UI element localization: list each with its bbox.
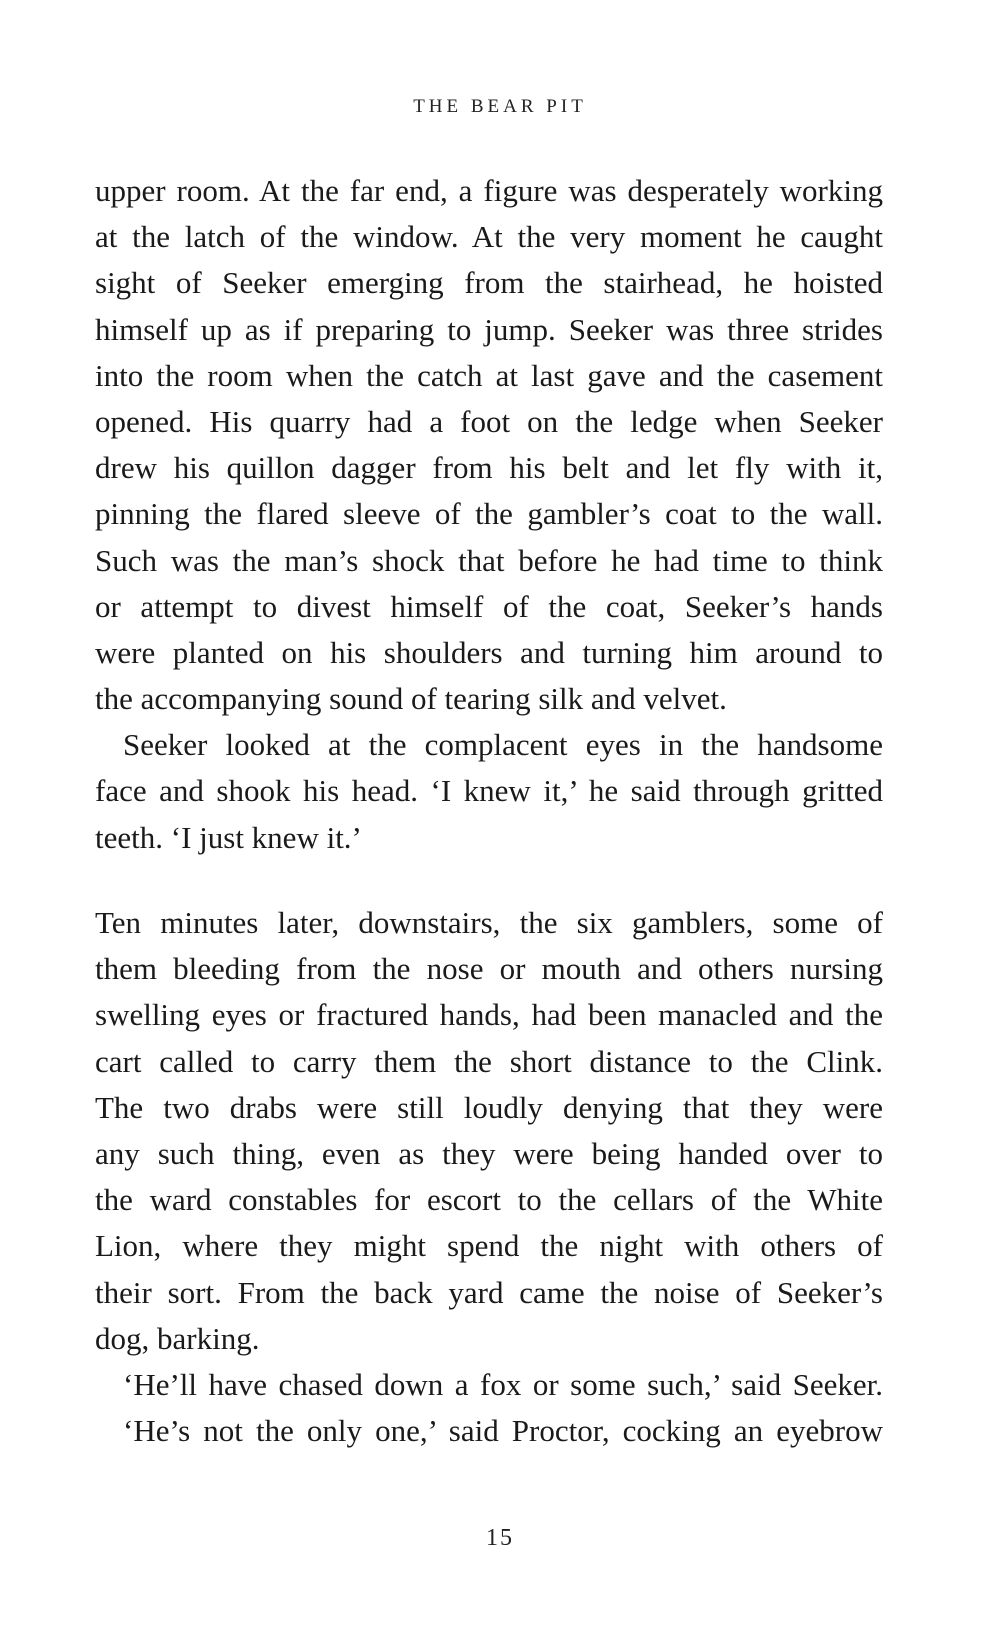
paragraph-1-line-1: upper room. At the far end, a figure was desperately working <box>95 173 883 208</box>
paragraph-1-line-5: into the room when the catch at last gave and the casement <box>95 357 883 393</box>
paragraph-3-line-3: swelling eyes or fractured hands, had been manacled and the <box>95 997 883 1033</box>
page-number: 15 <box>486 1525 514 1551</box>
paragraph-3-line-8: Lion, where they might spend the night with others of <box>95 1228 883 1264</box>
paragraph-3-line-10: dog, barking. <box>95 1320 260 1356</box>
running-head: THE BEAR PIT <box>413 96 587 117</box>
paragraph-3-line-4: cart called to carry them the short distance to the Clink. <box>95 1043 883 1079</box>
paragraph-5-line-1: ‘He’s not the only one,’ said Proctor, cocking an eyebrow <box>123 1413 883 1449</box>
paragraph-1-line-6: opened. His quarry had a foot on the ledge when Seeker <box>95 403 883 439</box>
paragraph-3-line-5: The two drabs were still loudly denying that they were <box>95 1089 883 1125</box>
paragraph-1-line-12: the accompanying sound of tearing silk and velvet. <box>95 681 727 717</box>
paragraph-1-line-9: Such was the man’s shock that before he had time to think <box>95 542 883 578</box>
paragraph-1-line-2: at the latch of the window. At the very moment he caught <box>95 219 883 255</box>
paragraph-2-line-3: teeth. ‘I just knew it.’ <box>95 819 362 855</box>
paragraph-3-line-1: Ten minutes later, downstairs, the six gamblers, some of <box>95 905 883 940</box>
text-block-lower <box>95 900 883 1454</box>
paragraph-2-line-2: face and shook his head. ‘I knew it,’ he said through gritted <box>95 773 883 809</box>
paragraph-1-line-11: were planted on his shoulders and turning him around to <box>95 634 883 670</box>
paragraph-1-line-7: drew his quillon dagger from his belt and let fly with it, <box>95 450 883 486</box>
paragraph-3-line-9: their sort. From the back yard came the noise of Seeker’s <box>95 1274 883 1310</box>
paragraph-1-line-3: sight of Seeker emerging from the stairhead, he hoisted <box>95 265 883 301</box>
paragraph-2-line-1: Seeker looked at the complacent eyes in the handsome <box>123 727 883 763</box>
paragraph-3-line-2: them bleeding from the nose or mouth and others nursing <box>95 951 883 987</box>
paragraph-3-line-7: the ward constables for escort to the cellars of the White <box>95 1182 883 1218</box>
paragraph-1-line-8: pinning the flared sleeve of the gambler’s coat to the wall. <box>95 496 883 532</box>
paragraph-1-line-4: himself up as if preparing to jump. Seeker was three strides <box>95 311 883 347</box>
paragraph-1-line-10: or attempt to divest himself of the coat, Seeker’s hands <box>95 588 883 624</box>
paragraph-3-line-6: any such thing, even as they were being handed over to <box>95 1135 883 1171</box>
text-block-upper <box>95 168 883 861</box>
paragraph-4-line-1: ‘He’ll have chased down a fox or some such,’ said Seeker. <box>123 1366 883 1402</box>
